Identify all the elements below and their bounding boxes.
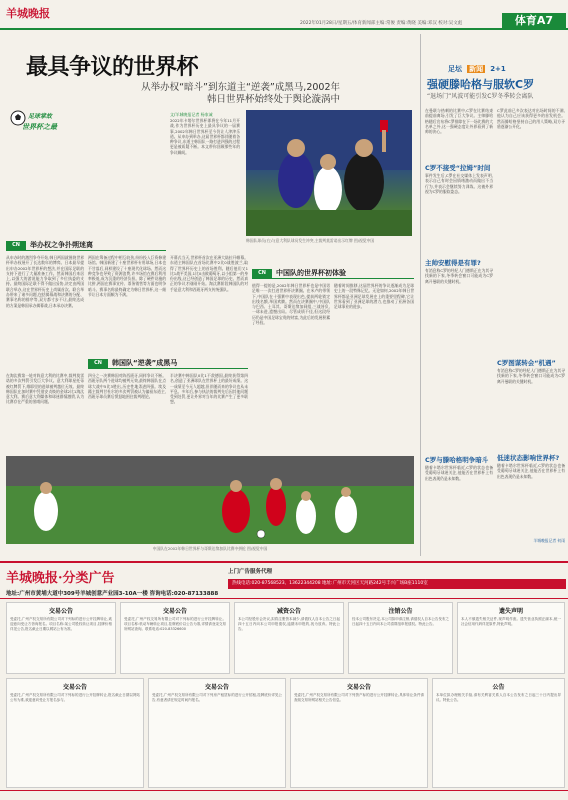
classified-ad (148, 678, 286, 788)
article-body-1: 从申办时的激烈争夺开始,韩日两国就围绕世界杯举办权展开了长达数年的博弈。日本最早提出申办2002年世界杯的想法,并在国际足联的支持下进行了大量准备工作。然而韩国后来居上,以强大的游说能力争取到了多位执委的支持。最终国际足联不得不做出妥协,决定由两国联合举办,这在世界杯历史上尚属首次。联合举办带来了诸多问题,包括揭幕战和决赛的分配、赛事名称的排序等,双方都寸步不让,最终达成的方案是韩国承办揭幕战,日本承办决赛。 (6, 255, 84, 308)
classified-ad-body: 受委托,广州产权交易所有限公司对下列标的进行公开挂牌转让。项目名称:机动车辆转让项目,挂牌底价以公告为准,详情请登录交易所网站查询。联系电话:020-83326600 (124, 617, 226, 631)
classified-banner (0, 561, 568, 599)
classified-ad (457, 602, 565, 674)
sidebar-body-2: C罗此前已多次表达对出场时间的不满,他认为自己应该获得更多的首发机会。然而滕哈格坚持自己的用人策略,双方矛盾逐渐公开化。 (497, 108, 565, 129)
sidebar-header (427, 78, 565, 101)
classified-ad-body: 受委托,广州产权交易所有限公司对下列房产租赁标的进行公开招租,挂牌底价详见公告,有意者请在规定时间内报名。 (152, 693, 282, 702)
classified-ad-title: 遗失声明 (498, 608, 523, 615)
classified-hotline: 热线电话:020-87568523、13622344208 地址:广州市天河区天河路242号丰兴广场B座1110室 (228, 579, 566, 589)
classified-ad-title: 交易公告 (62, 684, 87, 691)
article-photo-china-match (6, 456, 414, 544)
photo-caption-2: 中国队在2002年韩日世界杯与哥斯达黎加队比赛中拼抢 图/视觉中国 (152, 546, 268, 551)
photo-caption (246, 238, 412, 243)
page-header (0, 0, 568, 30)
sidebar-kicker (448, 56, 506, 73)
section-tag: CN (6, 241, 26, 250)
section-head-korea (88, 358, 248, 369)
classified-ad-body: 受委托,广州产权交易所有限公司对下列标的进行公开挂牌转让,欢迎意向受让方咨询报名。项目名称:某公司股权转让项目,挂牌价格详见公告,报名截止日期以网站公布为准。 (10, 617, 112, 631)
classified-ad-body: 受委托,广州产权交易所有限公司对下列资产标的进行公开挂牌转让,具体转让条件请查阅交易所网站相关公告信息。 (294, 693, 424, 702)
page-title: 最具争议的世界杯 (26, 55, 199, 80)
article-body-7: 半决赛中韩国队0比1不敌德国,最终获得第四名,创造了亚洲球队在世界杯上的最好成绩。这一成绩至今无人超越,但伴随而来的争议也从未平息。多年后,参与执法的裁判先后因其他问题受到处罚,更让外界对当年的比赛产生了更多联想。 (170, 373, 248, 405)
section-tag: CN (88, 359, 108, 368)
sidebar-body-6: 有消息称C罗的经纪人门德斯正在为其寻找新的下家,冬季转会窗口可能成为C罗离开曼联的关键时机。 (497, 368, 565, 384)
sidebar-subsection-3: C罗与滕哈格明争暗斗 (425, 456, 489, 464)
sidebar-kicker-text: 足坛 (448, 65, 462, 73)
sidebar-kicker-tag: 新闻 (469, 65, 484, 73)
article-subhead-line-2: 韩日世界杯始终处于舆论漩涡中 (206, 94, 340, 105)
section-head-bidding (6, 240, 166, 251)
classified-ad (6, 602, 116, 674)
article-body-2: 两国在筹备过程中相互较劲,纷纷投入巨资修建场馆。韩国新建了十座世界杯专用球场,日本也不甘落后,同样建设了十座现代化球场。然而这种竞争也导致了资源浪费,许多场馆在赛后利用率极低,成为沉重的经济负担。除了硬件设施的比拼,两国在赛事宣传、票务销售等方面也明争暗斗。赛事名称最终确定为韩日世界杯,这一细节让日本方面颇为不满。 (88, 255, 166, 298)
sidebar-subsection-2: 主帅安慰得是有罪? (425, 259, 481, 267)
article-body-4b: 随着时间推移,这届世界杯的争议逐渐成为足球史上的一段特殊记忆。无论如何,2002年韩日世界杯都是亚洲足球发展史上的重要里程碑,它让世界看到了亚洲足球的潜力,也推动了亚洲各国足球事业的进步。 (334, 283, 414, 310)
classified-ad-title: 交易公告 (162, 608, 187, 615)
classified-ad-title: 交易公告 (204, 684, 229, 691)
article-intro: 2022年卡塔尔世界杯即将在今年11月开战,作为世界杯历史上最具争议的一届赛事,2002年韩日世界杯至今仍让人津津乐道。从申办到举办,这届世界杯都伴随着各种争议,东道主韩国队一路打进四强的过程更是被质疑不断。本文带你回顾那些年的争议瞬间。 (170, 118, 240, 155)
article-photo-red-card (246, 110, 412, 236)
column-divider (420, 34, 421, 556)
classified-ad-title: 注销公告 (388, 608, 413, 615)
sidebar-body-5: 随着卡塔尔世界杯临近,C罗的状态也备受葡萄牙球迷关注,他能否在世界杯上有出色表现仍是未知数。 (425, 465, 493, 481)
classified-ad (290, 678, 428, 788)
article-body-3: 开幕式当天,世界杯首次在亚洲大陆拉开帷幕。东道主韩国队在首场比赛中2比0战胜波兰,取得了世界杯历史上的首场胜利。随后他们又1比1战平美国,1比0击败葡萄牙,以小组第一的身份出线,这已经创造了韩国足球的历史。然而真正的争议才刚刚开始。淘汰赛阶段韩国队的对手是意大利和西班牙两支传统强队。 (170, 255, 248, 292)
article-subhead (70, 82, 340, 106)
article-body-6: 四分之一决赛韩国对阵西班牙,同样争议不断。西班牙队两个进球均被判无效,最终韩国队在点球大战中5比3胜出,历史性地杀进四强。埃及籍主裁判甘杜尔的多次判罚被认为偏袒东道主,西班牙球员赛后愤怒地围住裁判理论。 (88, 373, 166, 400)
sidebar-body-4: 有消息称C罗的经纪人门德斯正在为其寻找新的下家,冬季转会窗口可能成为C罗离开曼联的关键时机。 (425, 268, 493, 284)
article-body-4: 值得一提的是,2002年韩日世界杯也是中国男足唯一一次打进世界杯决赛圈。在米卢的带领下,中国队在十强赛中表现出色,提前两轮锁定出线名额,举国欢腾。然而在决赛圈中,中国队与巴西、土耳其、哥斯达黎加同组,三战皆负,一球未进,遗憾出局。尽管成绩不佳,但这段经历仍是中国足球宝贵的财富,为此后的发展积累了经验。 (252, 283, 330, 326)
section-head-text: 韩国队“逆袭”成黑马 (112, 359, 178, 367)
section-tag: CN (252, 269, 272, 278)
classified-ad (348, 602, 453, 674)
photo-caption-text: 韩国队球员(右)与意大利队球员发生冲突,主裁判莫雷诺出示红牌 (246, 238, 353, 243)
classified-logo: 羊城晚报·分类广告 (6, 571, 115, 586)
sidebar-byline: 羊城晚报记者 何雨 (533, 538, 565, 543)
section-head-text: 举办权之争扑朔迷离 (30, 241, 93, 249)
article-subhead-line-1: 从举办权“暗斗”到东道主“逆袭”成黑马,2002年 (141, 82, 340, 93)
dateline: 2022年01月28日/星期五/体育新闻部主编:常俊 责编:黄晓 美编:邓汉 校对:吴文彪 (300, 21, 463, 26)
sidebar-body-7: 随着卡塔尔世界杯临近,C罗的状态也备受葡萄牙球迷关注,他能否在世界杯上有出色表现仍是未知数。 (497, 463, 565, 479)
classified-ad-title: 公告 (492, 684, 505, 691)
sidebar-subsection-4: C罗图谋转会“机遇” (497, 359, 556, 367)
classified-ad (6, 678, 144, 788)
column-badge-title: 足球掌故 (28, 113, 53, 120)
article-body-5: 在淘汰赛第一轮对阵意大利的比赛中,裁判莫雷诺的多次判罚引发巨大争议。意大利球星托蒂被红牌罚下,维耶里的进球被判越位无效。最终韩国队在加时赛中凭借安贞焕的金球2比1淘汰意大利。赛后意大利媒体和球迷群情激愤,认为比赛存在严重的黑哨问题。 (6, 373, 84, 405)
column-badge (10, 108, 65, 148)
classified-address: 地址:广州市黄埔大道中309号羊城创意产业园3-10A一楼 咨询电话:020-87133888 (6, 591, 219, 597)
classified-ad (120, 602, 230, 674)
classified-ad (432, 678, 565, 788)
page-footer (0, 790, 568, 800)
sidebar-subsection-1: C罗不接受“拉姆”时间 (425, 164, 491, 172)
classified-center: 上门广告服务代理 (228, 569, 273, 575)
classified-ad-body: 本单位拟办理相关手续,请有关利害关系人自本公告发布之日起三十日内提出异议。特此公告。 (436, 693, 561, 702)
newspaper-logo: 羊城晚报 (6, 7, 50, 20)
classified-ad-body: 本公司经股东会决议,拟将注册资本减少,请债权人自本公告之日起四十五日内向本公司申报债权,逾期未申报的,视为放弃。特此公告。 (238, 617, 340, 631)
classified-ad-body: 经本公司股东决定,本公司拟申请注销,请债权人自本公告发布之日起四十五日内向本公司清算组申报债权。特此公告。 (352, 617, 449, 626)
sidebar-headline: 强硬滕哈格与服软C罗 (427, 78, 535, 91)
article-byline: 文/羊城晚报记者 杨家诚 (170, 112, 213, 117)
classified-ad-title: 交易公告 (48, 608, 73, 615)
classified-ad-body: 本人不慎遗失相关证件,现声明作废。遗失营业执照正副本,统一社会信用代码详见原件,特此声明。 (461, 617, 561, 626)
sidebar-subhead: “退场门”风波可能引发C罗冬季转会离队 (427, 93, 534, 100)
classified-ad (234, 602, 344, 674)
sidebar-kicker-score: 2+1 (490, 65, 506, 73)
classified-ad-title: 交易公告 (346, 684, 371, 691)
column-badge-subtitle: 世界杯之最 (22, 123, 57, 131)
sidebar-body-1: 在曼联与热刺的比赛中,C罗在比赛结束前提前离场,引发了巨大争议。主帅滕哈格随后宣布将C罗排除在下一场比赛的大名单之外,这一强硬态度让外界看到了新帅的决心。 (425, 108, 493, 135)
photo-credit: 图/视觉中国 (353, 238, 375, 243)
section-head-china (252, 268, 414, 279)
section-head-text: 中国队的世界杯初体验 (276, 269, 346, 277)
section-label: 体育A7 (502, 13, 566, 29)
classified-ad-body: 受委托,广州产权交易所有限公司对下列标的进行公开挂牌转让,报名截止日期以网站公布为准,欢迎意向受让方报名参与。 (10, 693, 140, 702)
sidebar-subsection-5: 低迷状态影响世界杯? (497, 454, 560, 462)
classified-ad-title: 减资公告 (276, 608, 301, 615)
sidebar-body-3: 事件发生后,C罗在社交媒体上发表声明,表示自己有时会因情绪激动而做出不当行为,并表示会继续努力训练。这被外界视为C罗的服软姿态。 (425, 173, 493, 194)
